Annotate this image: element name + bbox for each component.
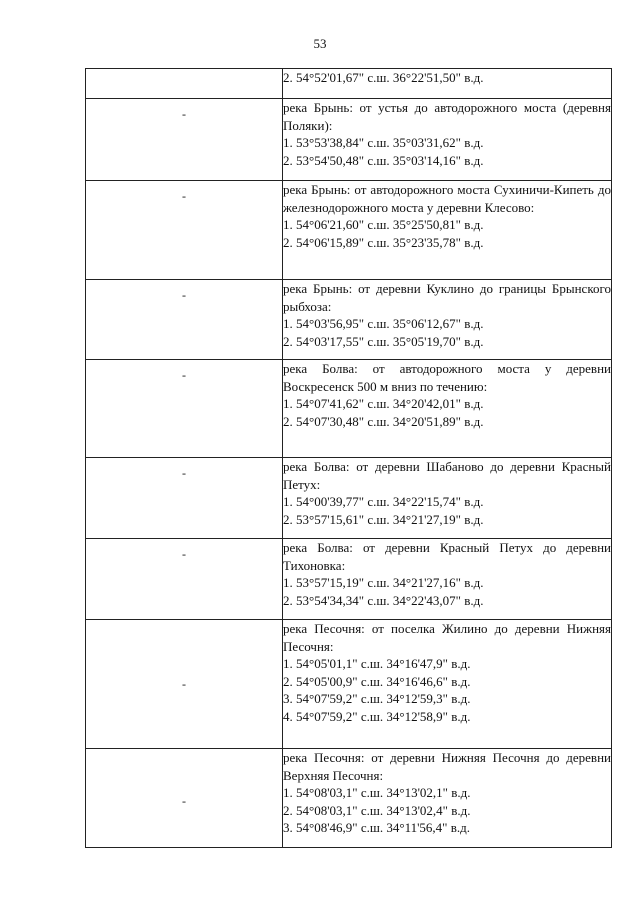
- coordinate-line: 2. 54°07'30,48" с.ш. 34°20'51,89" в.д.: [283, 413, 484, 429]
- table-row: [86, 620, 612, 749]
- dash-marker: -: [182, 676, 186, 691]
- section-description: река Болва: от автодорожного моста у деревни Воскресенск 500 м вниз по течению:: [283, 361, 611, 394]
- dash-marker: -: [182, 288, 186, 302]
- coordinate-line: 3. 54°08'46,9" с.ш. 34°11'56,4" в.д.: [283, 820, 470, 835]
- coordinate-line: 2. 53°54'50,48" с.ш. 35°03'14,16" в.д.: [283, 152, 484, 168]
- marker-cell: [86, 280, 283, 360]
- coordinate-line: 4. 54°07'59,2" с.ш. 34°12'58,9" в.д.: [283, 708, 471, 724]
- description-cell: [283, 539, 612, 620]
- page-number: 53: [313, 36, 327, 51]
- coordinate-line: 1. 54°00'39,77" с.ш. 34°22'15,74" в.д.: [283, 494, 484, 509]
- description-cell: [283, 620, 612, 749]
- table-row: [86, 360, 612, 458]
- table-row: [86, 280, 612, 360]
- description-cell: [283, 749, 612, 848]
- section-description: река Болва: от деревни Шабаново до деревни Красный Петух:: [283, 459, 611, 492]
- description-cell: [283, 99, 612, 181]
- marker-cell: [86, 99, 283, 181]
- coordinate-line: 2. 53°54'34,34" с.ш. 34°22'43,07" в.д.: [283, 592, 484, 608]
- dash-marker: -: [182, 547, 186, 561]
- coordinate-line: 1. 53°53'38,84" с.ш. 35°03'31,62" в.д.: [283, 135, 484, 150]
- table-row: [86, 539, 612, 620]
- description-cell: [283, 181, 612, 280]
- description-cell: [283, 458, 612, 539]
- coordinate-line: 2. 54°06'15,89" с.ш. 35°23'35,78" в.д.: [283, 234, 484, 250]
- coordinate-line: 2. 54°52'01,67" с.ш. 36°22'51,50" в.д.: [283, 70, 484, 85]
- dash-marker: -: [182, 793, 186, 808]
- table-row: [86, 181, 612, 280]
- section-description: река Брынь: от деревни Куклино до границы Брынского рыбхоза:: [283, 281, 611, 314]
- coordinate-line: 1. 53°57'15,19" с.ш. 34°21'27,16" в.д.: [283, 575, 484, 590]
- coordinate-line: 1. 54°08'03,1" с.ш. 34°13'02,1" в.д.: [283, 785, 471, 800]
- description-cell: [283, 280, 612, 360]
- coordinate-line: 1. 54°07'41,62" с.ш. 34°20'42,01" в.д.: [283, 396, 484, 411]
- section-description: река Песочня: от поселка Жилино до деревни Нижняя Песочня:: [283, 621, 611, 654]
- table-row: [86, 69, 612, 99]
- river-sections-table: [85, 68, 612, 848]
- section-description: река Брынь: от устья до автодорожного моста (деревня Поляки):: [283, 100, 611, 133]
- marker-cell: [86, 749, 283, 848]
- description-cell: [283, 69, 612, 99]
- coordinate-line: 3. 54°07'59,2" с.ш. 34°12'59,3" в.д.: [283, 691, 471, 706]
- marker-cell: [86, 360, 283, 458]
- table-row: [86, 458, 612, 539]
- dash-marker: -: [182, 107, 186, 121]
- marker-cell: [86, 181, 283, 280]
- coordinate-line: 2. 54°03'17,55" с.ш. 35°05'19,70" в.д.: [283, 333, 484, 349]
- coordinate-line: 1. 54°05'01,1" с.ш. 34°16'47,9" в.д.: [283, 656, 471, 671]
- dash-marker: -: [182, 466, 186, 480]
- coordinate-line: 2. 53°57'15,61" с.ш. 34°21'27,19" в.д.: [283, 511, 484, 527]
- marker-cell: [86, 539, 283, 620]
- section-description: река Песочня: от деревни Нижняя Песочня до деревни Верхняя Песочня:: [283, 750, 611, 783]
- marker-cell: [86, 458, 283, 539]
- coordinate-line: 1. 54°03'56,95" с.ш. 35°06'12,67" в.д.: [283, 316, 484, 331]
- marker-cell: [86, 69, 283, 99]
- coordinate-line: 2. 54°05'00,9" с.ш. 34°16'46,6" в.д.: [283, 673, 471, 689]
- section-description: река Брынь: от автодорожного моста Сухиничи-Кипеть до железнодорожного моста у деревни Клесово:: [283, 182, 611, 215]
- table-row: [86, 749, 612, 848]
- coordinate-line: 2. 54°08'03,1" с.ш. 34°13'02,4" в.д.: [283, 802, 471, 818]
- table-row: [86, 99, 612, 181]
- dash-marker: -: [182, 368, 186, 382]
- dash-marker: -: [182, 189, 186, 203]
- description-cell: [283, 360, 612, 458]
- marker-cell: [86, 620, 283, 749]
- coordinate-line: 1. 54°06'21,60" с.ш. 35°25'50,81" в.д.: [283, 217, 484, 232]
- section-description: река Болва: от деревни Красный Петух до деревни Тихоновка:: [283, 540, 611, 573]
